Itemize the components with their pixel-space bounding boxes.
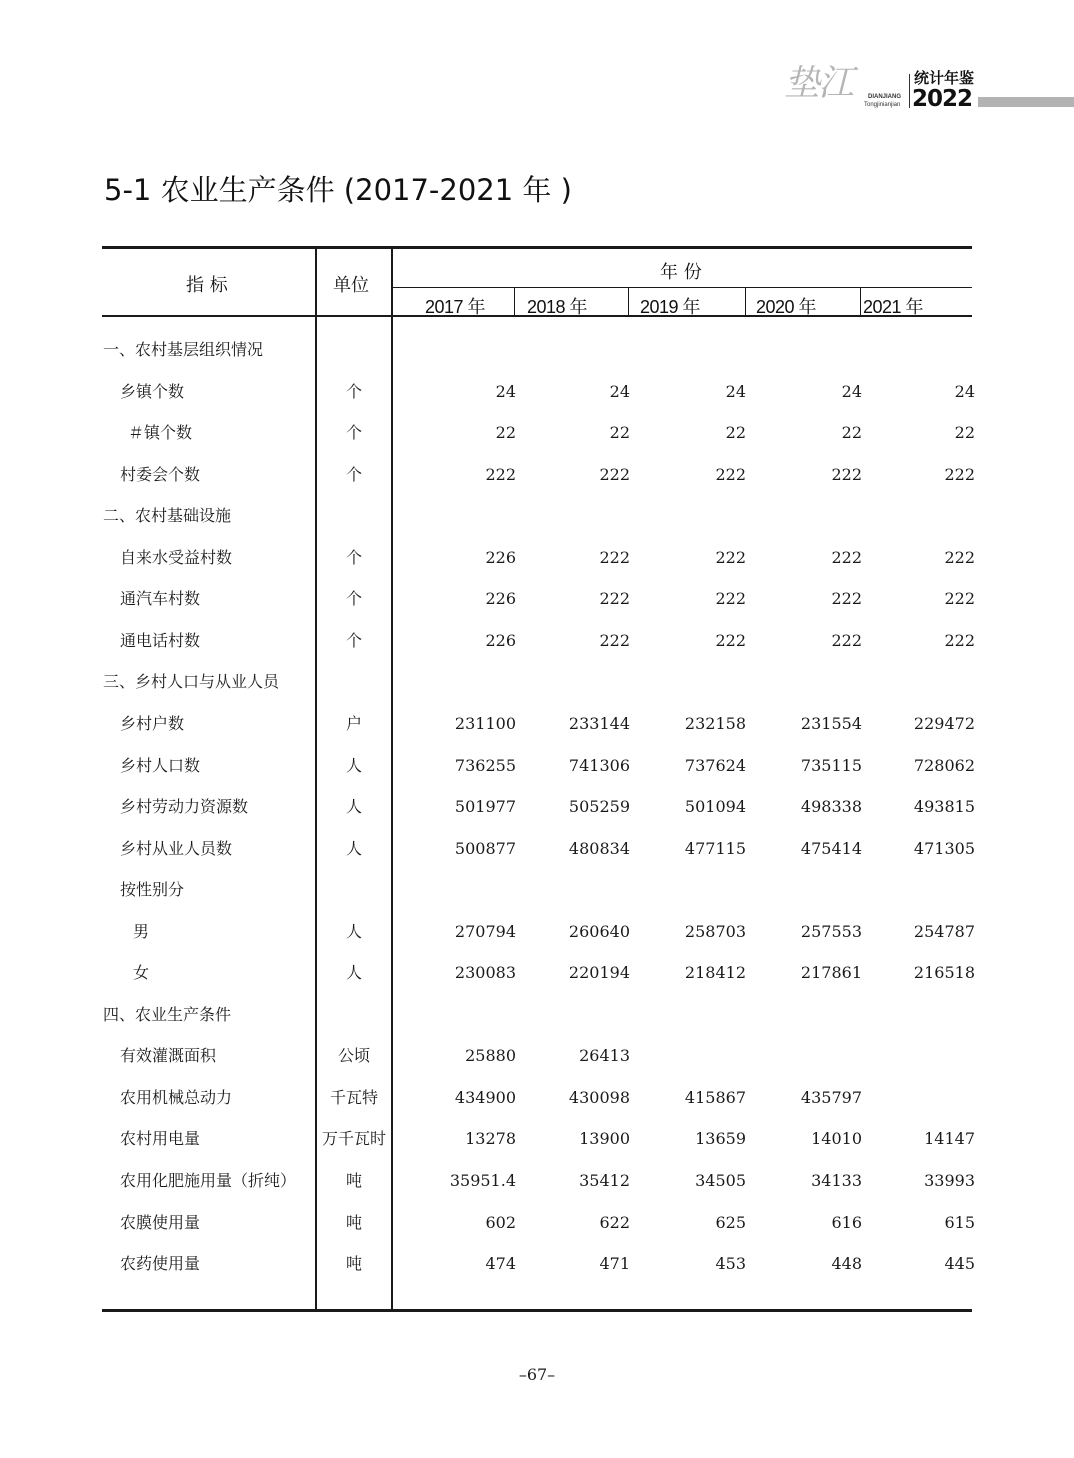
row-unit: 个 (345, 381, 362, 401)
cell-value: 471305 (913, 838, 975, 858)
row-label: 农用机械总动力 (120, 1087, 233, 1107)
row-unit: 户 (345, 713, 362, 733)
table-bottom-rule (102, 1309, 972, 1312)
cell-value: 471 (599, 1254, 630, 1274)
cell-value: 226 (485, 547, 516, 567)
row-unit: 人 (345, 963, 362, 983)
row-label: 男 (133, 921, 150, 941)
cell-value: 22 (954, 423, 975, 443)
row-label: 乡村劳动力资源数 (120, 797, 249, 817)
cell-value: 222 (944, 630, 975, 650)
cell-value: 270794 (454, 921, 516, 941)
row-label: 通电话村数 (120, 630, 201, 650)
cell-value: 260640 (568, 921, 630, 941)
cell-value: 622 (599, 1212, 630, 1232)
header-year: 2019 年 (640, 297, 701, 317)
header-years: 年 份 (660, 262, 702, 283)
row-label: ＃镇个数 (128, 423, 193, 443)
cell-value: 35951.4 (449, 1171, 516, 1190)
section-heading: 四、农业生产条件 (103, 1004, 232, 1024)
row-unit: 吨 (345, 1254, 362, 1274)
row-label: 农村用电量 (120, 1129, 201, 1149)
row-label: 农药使用量 (120, 1254, 201, 1274)
cell-value: 430098 (568, 1087, 630, 1107)
cell-value: 616 (831, 1212, 862, 1232)
year-divider (860, 288, 861, 316)
cell-value: 741306 (568, 755, 630, 775)
cell-value: 35412 (579, 1171, 630, 1190)
cell-value: 222 (944, 464, 975, 484)
cell-value: 222 (715, 589, 746, 609)
logo-calligraphy: 垫江 (784, 63, 853, 104)
column-divider (391, 248, 393, 1310)
cell-value: 24 (841, 381, 862, 401)
cell-value: 22 (841, 423, 862, 443)
cell-value: 222 (831, 464, 862, 484)
cell-value: 13900 (579, 1129, 630, 1149)
header-unit: 单位 (333, 275, 369, 296)
section-heading: 三、乡村人口与从业人员 (103, 672, 280, 692)
cell-value: 25880 (465, 1046, 516, 1066)
cell-value: 217861 (800, 963, 862, 983)
cell-value: 222 (715, 547, 746, 567)
section-heading: 一、农村基层组织情况 (103, 340, 264, 359)
cell-value: 501977 (454, 797, 516, 817)
header-year: 2020 年 (756, 297, 817, 317)
cell-value: 33993 (924, 1171, 975, 1190)
row-label: 通汽车村数 (120, 589, 201, 609)
cell-value: 222 (831, 589, 862, 609)
header-indicator: 指 标 (186, 275, 228, 296)
cell-value: 24 (954, 381, 975, 401)
cell-value: 226 (485, 630, 516, 650)
logo-divider (909, 74, 910, 108)
cell-value: 222 (715, 464, 746, 484)
cell-value: 24 (609, 381, 630, 401)
cell-value: 22 (725, 423, 746, 443)
row-unit: 公顷 (337, 1046, 370, 1066)
row-unit: 吨 (345, 1212, 362, 1232)
cell-value: 222 (599, 630, 630, 650)
cell-value: 493815 (913, 797, 975, 817)
cell-value: 232158 (684, 713, 746, 733)
cell-value: 498338 (800, 797, 862, 817)
cell-value: 229472 (913, 713, 975, 733)
cell-value: 222 (944, 547, 975, 567)
cell-value: 218412 (684, 963, 746, 983)
logo-pinyin: DIANJIANG (868, 94, 902, 100)
row-unit: 个 (345, 423, 362, 443)
cell-value: 222 (599, 589, 630, 609)
row-unit: 人 (345, 755, 362, 775)
logo-pinyin-sub: Tongjinianjian (864, 102, 901, 108)
row-label: 农膜使用量 (120, 1212, 201, 1232)
logo-title: 统计年鉴 (914, 69, 975, 87)
cell-value: 475414 (800, 838, 862, 858)
column-divider (315, 248, 317, 1310)
cell-value: 222 (944, 589, 975, 609)
year-group-rule (392, 287, 972, 288)
cell-value: 448 (831, 1254, 862, 1274)
cell-value: 14147 (924, 1129, 975, 1149)
cell-value: 24 (495, 381, 516, 401)
cell-value: 222 (599, 464, 630, 484)
cell-value: 500877 (454, 838, 516, 858)
cell-value: 501094 (684, 797, 746, 817)
cell-value: 222 (599, 547, 630, 567)
row-label: 按性别分 (120, 880, 185, 900)
cell-value: 222 (831, 547, 862, 567)
cell-value: 34505 (695, 1171, 746, 1190)
cell-value: 735115 (800, 755, 862, 775)
cell-value: 480834 (568, 838, 630, 858)
cell-value: 226 (485, 589, 516, 609)
cell-value: 34133 (811, 1171, 862, 1190)
cell-value: 13278 (465, 1129, 516, 1149)
header-year: 2021 年 (863, 297, 924, 317)
cell-value: 625 (715, 1212, 746, 1232)
row-label: 乡村户数 (120, 713, 185, 733)
page-title: 5-1 农业生产条件 (2017-2021 年 ) (104, 173, 572, 207)
cell-value: 22 (609, 423, 630, 443)
cell-value: 258703 (684, 921, 746, 941)
cell-value: 230083 (454, 963, 516, 983)
cell-value: 26413 (579, 1046, 630, 1066)
row-unit: 个 (345, 464, 362, 484)
cell-value: 615 (944, 1212, 975, 1232)
cell-value: 14010 (811, 1129, 862, 1149)
cell-value: 231554 (800, 713, 862, 733)
cell-value: 22 (495, 423, 516, 443)
cell-value: 231100 (454, 713, 516, 733)
cell-value: 737624 (684, 755, 746, 775)
table-top-rule (102, 246, 972, 249)
row-label: 村委会个数 (120, 464, 201, 484)
cell-value: 216518 (913, 963, 975, 983)
cell-value: 477115 (684, 838, 746, 858)
row-unit: 个 (345, 547, 362, 567)
cell-value: 435797 (800, 1087, 862, 1107)
row-label: 乡村从业人员数 (120, 838, 233, 858)
cell-value: 24 (725, 381, 746, 401)
cell-value: 254787 (913, 921, 975, 941)
row-unit: 人 (345, 797, 362, 817)
cell-value: 222 (831, 630, 862, 650)
cell-value: 415867 (684, 1087, 746, 1107)
row-unit: 千瓦特 (329, 1087, 378, 1107)
cell-value: 434900 (454, 1087, 516, 1107)
header-bar (978, 97, 1074, 107)
cell-value: 736255 (454, 755, 516, 775)
cell-value: 728062 (913, 755, 975, 775)
cell-value: 257553 (800, 921, 862, 941)
row-unit: 个 (345, 630, 362, 650)
cell-value: 505259 (568, 797, 630, 817)
row-unit: 吨 (345, 1171, 362, 1190)
cell-value: 602 (485, 1212, 516, 1232)
year-divider (745, 288, 746, 316)
year-divider (514, 288, 515, 316)
cell-value: 222 (715, 630, 746, 650)
row-label: 自来水受益村数 (120, 547, 233, 567)
header-year: 2018 年 (527, 297, 588, 317)
row-label: 女 (133, 963, 150, 983)
cell-value: 474 (485, 1254, 516, 1274)
row-label: 乡村人口数 (120, 755, 201, 775)
logo-year: 2022 (912, 86, 973, 112)
cell-value: 445 (944, 1254, 975, 1274)
header-year: 2017 年 (425, 297, 486, 317)
page-number: –67– (518, 1365, 556, 1384)
row-label: 乡镇个数 (120, 381, 185, 401)
row-label: 有效灌溉面积 (120, 1046, 217, 1066)
section-heading: 二、农村基础设施 (103, 506, 232, 526)
cell-value: 222 (485, 464, 516, 484)
row-unit: 人 (345, 838, 362, 858)
row-unit: 万千瓦时 (321, 1129, 386, 1149)
cell-value: 13659 (695, 1129, 746, 1149)
year-divider (628, 288, 629, 316)
row-label: 农用化肥施用量（折纯） (120, 1171, 297, 1190)
cell-value: 233144 (568, 713, 630, 733)
cell-value: 220194 (568, 963, 630, 983)
cell-value: 453 (715, 1254, 746, 1274)
row-unit: 人 (345, 921, 362, 941)
row-unit: 个 (345, 589, 362, 609)
